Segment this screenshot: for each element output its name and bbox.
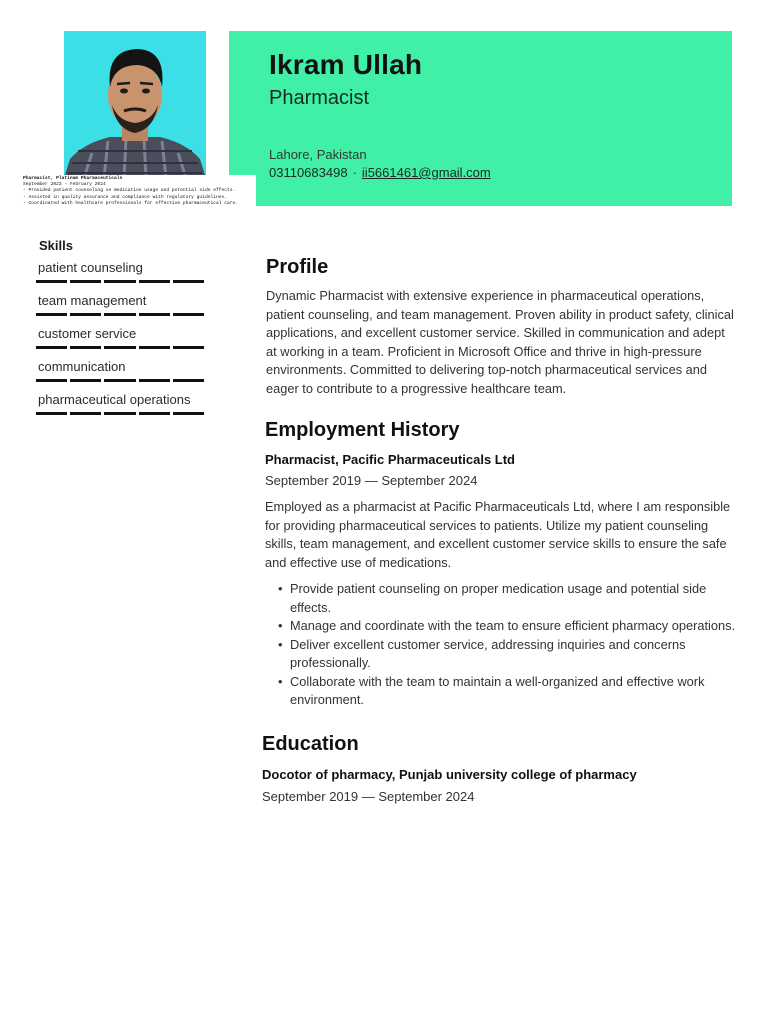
skill-item xyxy=(36,260,204,283)
skills-heading: Skills xyxy=(39,238,73,253)
skills-section xyxy=(36,238,204,425)
job-bullet-list xyxy=(262,580,736,710)
contact-separator: · xyxy=(352,165,357,180)
education-section xyxy=(262,733,736,804)
employment-section xyxy=(262,419,736,710)
phone-number: 03110683498 xyxy=(269,165,348,180)
profile-summary: Dynamic Pharmacist with extensive experience in pharmaceutical operations, patient counseling, and team management. Proven ability in product safety, clinical applications, and excellent customer service. Skilled in communication and adept at working in a team. Proficient in Microsoft Office and thrive in high-pressure environments. Committed to delivering top-notch pharmaceutical services and eager to contribute to a progressive healthcare team. xyxy=(266,288,734,396)
job-heading: Pharmacist, Pacific Pharmaceuticals Ltd xyxy=(265,452,515,467)
overlay-title: Pharmacist, Platinum Pharmaceuticals xyxy=(23,176,123,181)
skill-item xyxy=(36,326,204,349)
portrait-image xyxy=(64,31,206,178)
education-heading: Education xyxy=(262,732,359,755)
employment-heading: Employment History xyxy=(265,419,460,441)
profile-section xyxy=(262,256,736,398)
skill-level-bar xyxy=(36,313,204,316)
skill-level-bar xyxy=(36,412,204,415)
skill-label: communication xyxy=(38,359,126,374)
skill-item xyxy=(36,293,204,316)
candidate-name: Ikram Ullah xyxy=(269,49,423,80)
contact-line xyxy=(269,165,491,180)
overlay-line: - Assisted in quality assurance and compliance with regulatory guidelines. xyxy=(23,194,227,200)
job-dates: September 2019 — September 2024 xyxy=(265,473,478,488)
degree-heading: Docotor of pharmacy, Punjab university college of pharmacy xyxy=(262,766,637,782)
profile-heading: Profile xyxy=(266,256,329,278)
overlay-dates: September 2023 - February 2024 xyxy=(23,182,106,188)
skill-label: team management xyxy=(38,293,147,308)
job-description: Employed as a pharmacist at Pacific Pharmaceuticals Ltd, where I am responsible for providing pharmaceutical services to patients. Utilize my patient counseling skills, team management, and excellent customer service skills to ensure the safe and effective use of medications. xyxy=(265,499,731,570)
header-banner xyxy=(229,31,732,206)
list-item: • Manage and coordinate with the team to ensure efficient pharmacy operations. xyxy=(262,617,736,636)
candidate-job-title: Pharmacist xyxy=(269,87,370,109)
skill-label: patient counseling xyxy=(38,260,143,275)
skill-level-bar xyxy=(36,346,204,349)
email-link[interactable]: ii5661461@gmail.com xyxy=(361,165,491,180)
skill-level-bar xyxy=(36,379,204,382)
list-item: • Collaborate with the team to maintain a well-organized and effective work environment. xyxy=(262,673,736,710)
list-item: • Deliver excellent customer service, addressing inquiries and concerns professionally. xyxy=(262,636,736,673)
skill-label: customer service xyxy=(38,326,137,341)
skill-item xyxy=(36,359,204,382)
list-item: • Provide patient counseling on proper medication usage and potential side effects. xyxy=(262,580,736,617)
main-content xyxy=(262,256,736,804)
skill-item xyxy=(36,392,204,415)
overlay-line: - Coordinated with healthcare professionals for effective pharmaceutical care. xyxy=(23,200,239,206)
pasted-text-overlay xyxy=(20,175,256,207)
skill-label: pharmaceutical operations xyxy=(38,392,191,407)
candidate-location: Lahore, Pakistan xyxy=(269,147,367,162)
overlay-line: - Provided patient counseling on medication usage and potential side effects. xyxy=(23,188,236,194)
education-dates: September 2019 — September 2024 xyxy=(262,788,475,804)
skill-level-bar xyxy=(36,280,204,283)
profile-photo xyxy=(64,31,206,178)
